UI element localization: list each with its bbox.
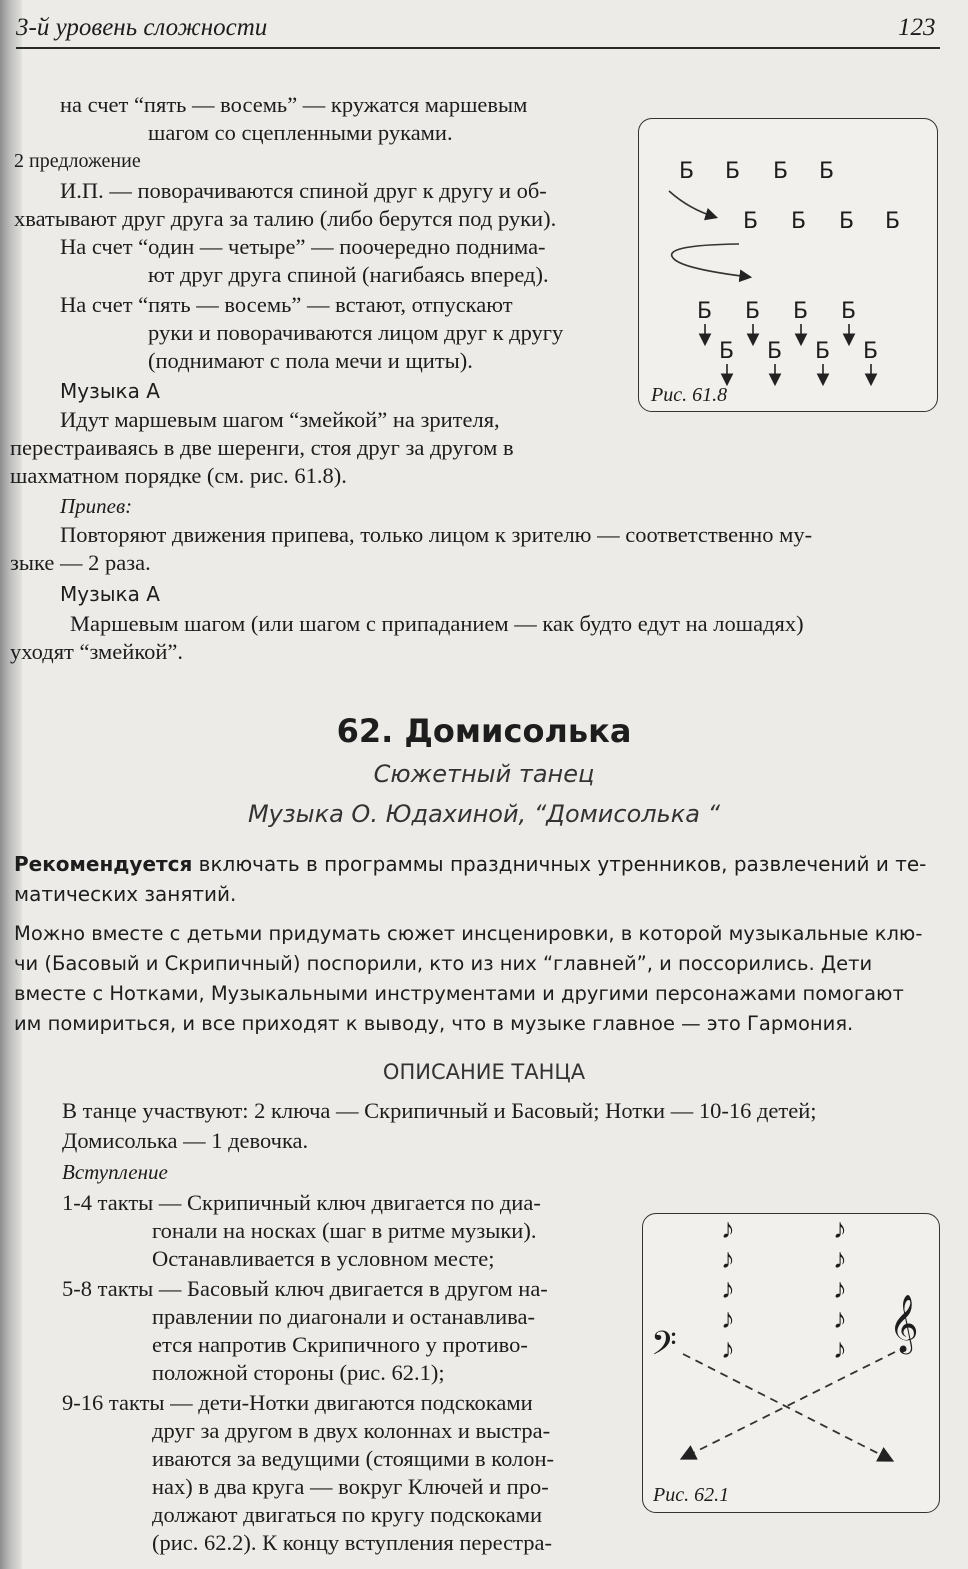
text-line: уходят “змейкой”.: [10, 639, 184, 664]
recommend-rest: включать в программы праздничных утренников, развлечений и те-: [192, 852, 927, 876]
note-icon: ♪: [833, 1214, 847, 1245]
dancer-label: Б: [885, 209, 901, 234]
text-line: Припев:: [60, 494, 133, 518]
keys-diagram: [643, 1214, 939, 1512]
text-line: чи (Басовый и Скрипичный) поспорили, кто из них “главней”, и поссорились. Дети: [14, 952, 873, 975]
note-icon: ♪: [833, 1274, 847, 1305]
dancer-label: Б: [841, 299, 857, 324]
text-line: вместе с Нотками, Музыкальными инструментами и другими персонажами помогают: [14, 982, 904, 1005]
text-line: Домисолька — 1 девочка.: [62, 1128, 309, 1153]
dancer-label: Б: [767, 339, 783, 364]
dancer-label: Б: [773, 159, 789, 184]
text-line: должают двигаться по кругу подскоками: [152, 1502, 543, 1527]
note-icon: ♪: [721, 1334, 735, 1365]
text-line: Музыка А: [60, 379, 160, 403]
dancer-label: Б: [791, 209, 807, 234]
text-line: руки и поворачиваются лицом друг к другу: [148, 320, 564, 345]
text-line: На счет “пять — восемь” — встают, отпускают: [60, 292, 513, 317]
text-line: шахматном порядке (см. рис. 61.8).: [10, 463, 347, 488]
dancer-label: Б: [743, 209, 759, 234]
text-line: 1-4 такты — Скрипичный ключ двигается по диа-: [62, 1190, 541, 1215]
text-line: 2 предложение: [14, 150, 141, 172]
text-line: ется напротив Скрипичного у противо-: [152, 1332, 528, 1357]
text-line: на счет “пять — восемь” — кружатся маршевым: [60, 92, 528, 117]
text-line: Вступление: [62, 1160, 168, 1184]
text-line: 5-8 такты — Басовый ключ двигается в другом на-: [62, 1276, 548, 1301]
text-line: гонали на носках (шаг в ритме музыки).: [152, 1218, 537, 1243]
figure-caption: Рис. 61.8: [651, 384, 728, 406]
text-line: Музыка А: [60, 582, 160, 606]
text-line: Можно вместе с детьми придумать сюжет инсценировки, в которой музыкальные клю-: [14, 922, 923, 945]
dancer-label: Б: [719, 339, 735, 364]
text-line: им помириться, и все приходят к выводу, что в музыке главное — это Гармония.: [14, 1012, 854, 1035]
text-line: друг за другом в двух колоннах и выстра-: [152, 1418, 551, 1443]
dancer-label: Б: [815, 339, 831, 364]
dancer-label: Б: [679, 159, 695, 184]
page-number: 123: [898, 14, 936, 41]
text-line: Маршевым шагом (или шагом с припаданием — как будто едут на лошадях): [70, 611, 804, 636]
text-line: [14, 850, 926, 878]
note-icon: ♪: [833, 1334, 847, 1365]
section-music-credit: Музыка О. Юдахиной, “Домисолька “: [247, 800, 721, 828]
section-title: 62. Домисолька: [336, 712, 632, 750]
dancer-label: Б: [793, 299, 809, 324]
note-icon: ♪: [833, 1244, 847, 1275]
dancer-label: Б: [839, 209, 855, 234]
dancer-label: Б: [697, 299, 713, 324]
text-line: зыке — 2 раза.: [10, 550, 151, 575]
text-line: ют друг друга спиной (нагибаясь вперед).: [148, 262, 549, 287]
text-line: Останавливается в условном месте;: [152, 1246, 495, 1271]
figure-caption: Рис. 62.1: [653, 1484, 730, 1506]
text-line: Повторяют движения припева, только лицом к зрителю — соответственно му-: [60, 522, 813, 547]
text-line: И.П. — поворачиваются спиной друг к другу и об-: [60, 178, 547, 203]
note-icon: ♪: [833, 1304, 847, 1335]
note-icon: ♪: [721, 1214, 735, 1245]
text-line: правлении по диагонали и останавлива-: [152, 1304, 535, 1329]
text-line: Идут маршевым шагом “змейкой” на зрителя,: [60, 407, 500, 432]
text-line: На счет “один — четыре” — поочередно поднима-: [60, 234, 546, 259]
note-icon: ♪: [721, 1304, 735, 1335]
description-heading: ОПИСАНИЕ ТАНЦА: [382, 1060, 586, 1084]
figure-62-1: [642, 1213, 940, 1513]
dancer-label: Б: [863, 339, 879, 364]
text-line: (рис. 62.2). К концу вступления перестра-: [152, 1530, 552, 1555]
text-line: В танце участвуют: 2 ключа — Скрипичный и Басовый; Нотки — 10-16 детей;: [62, 1098, 817, 1123]
figure-61-8: [638, 118, 938, 412]
text-line: матических занятий.: [14, 882, 237, 906]
note-icon: ♪: [721, 1244, 735, 1275]
dancer-label: Б: [745, 299, 761, 324]
running-header-section: 3-й уровень сложности: [16, 14, 268, 41]
dancer-label: Б: [819, 159, 835, 184]
text-line: перестраиваясь в две шеренги, стоя друг за другом в: [10, 435, 514, 460]
bass-clef-icon: 𝄢: [651, 1325, 677, 1370]
text-line: 9-16 такты — дети-Нотки двигаются подскоками: [62, 1390, 533, 1415]
note-icon: ♪: [721, 1274, 735, 1305]
recommend-bold: Рекомендуется: [14, 852, 193, 876]
treble-clef-icon: 𝄞: [889, 1295, 919, 1351]
header-rule: [16, 47, 940, 49]
dancer-label: Б: [725, 159, 741, 184]
text-line: иваются за ведущими (стоящими в колон-: [152, 1446, 555, 1471]
section-subtitle: Сюжетный танец: [373, 760, 595, 788]
text-line: шагом со сцепленными руками.: [148, 120, 453, 145]
text-line: хватывают друг друга за талию (либо берутся под руки).: [14, 206, 557, 231]
text-line: (поднимают с пола мечи и щиты).: [148, 348, 473, 373]
text-line: нах) в два круга — вокруг Ключей и про-: [152, 1474, 549, 1499]
text-line: положной стороны (рис. 62.1);: [152, 1360, 445, 1385]
